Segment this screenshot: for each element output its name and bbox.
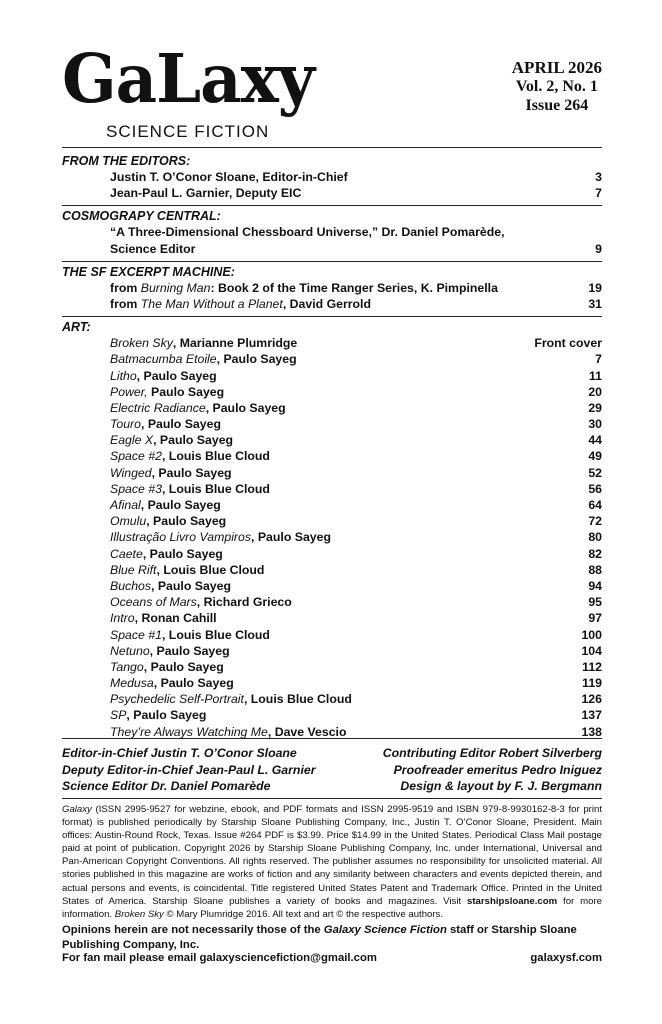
art-entry-page: 137 <box>581 708 602 723</box>
art-entry-text <box>110 643 230 659</box>
section-divider <box>62 312 602 317</box>
art-entry-text <box>110 384 224 400</box>
art-entry-page: 138 <box>581 724 602 739</box>
artist-name: , Paulo Sayeg <box>126 708 207 723</box>
artist-name: , Paulo Sayeg <box>149 643 230 658</box>
artwork-title: Oceans of Mars <box>110 595 197 610</box>
art-entry-text <box>110 594 292 610</box>
staff-line: Editor-in-Chief Justin T. O’Conor Sloane <box>62 746 297 760</box>
artwork-title: Power, <box>110 384 148 399</box>
artwork-title: Omulu <box>110 514 147 529</box>
entry-page: 31 <box>588 296 602 311</box>
art-entry-text <box>110 659 224 675</box>
artist-name: , Paulo Sayeg <box>153 676 234 691</box>
artist-name: , Paulo Sayeg <box>251 530 331 545</box>
toc-entry[interactable] <box>62 296 602 312</box>
art-entry-page: 88 <box>588 562 602 577</box>
art-entry-text <box>110 465 232 481</box>
artwork-title: Broken Sky <box>110 336 173 351</box>
section-heading: ART: <box>62 320 91 335</box>
art-entry[interactable] <box>62 691 602 707</box>
artwork-title: Tango <box>110 659 144 674</box>
staff-line: Deputy Editor-in-Chief Jean-Paul L. Garnier <box>62 762 316 777</box>
staff-line: Science Editor Dr. Daniel Pomarède <box>62 779 271 793</box>
artwork-title: Winged <box>110 465 152 480</box>
art-entry-text <box>110 707 206 723</box>
art-entry-page: 72 <box>588 514 602 529</box>
art-entry-page: 30 <box>588 417 602 432</box>
art-entry[interactable] <box>62 513 602 529</box>
artist-name: , Paulo Sayeg <box>151 578 231 593</box>
art-entry-page: 112 <box>582 659 602 674</box>
art-entry-text <box>110 610 217 626</box>
artist-name: , Paulo Sayeg <box>146 514 227 529</box>
art-entry[interactable] <box>62 448 602 464</box>
artist-name: , Paulo Sayeg <box>205 400 286 415</box>
artwork-title: Electric Radiance <box>110 400 206 415</box>
fan-mail-text[interactable]: For fan mail please email galaxysciencefiction@gmail.com <box>62 952 377 964</box>
artist-name: , Marianne Plumridge <box>172 336 298 351</box>
art-entry[interactable] <box>62 562 602 578</box>
issue-number: Issue 264 <box>525 97 589 114</box>
art-entry-page: 20 <box>588 384 602 399</box>
art-list <box>62 335 602 740</box>
art-entry-page: 64 <box>588 498 602 512</box>
art-entry[interactable] <box>62 627 602 643</box>
toc-entry[interactable] <box>62 169 602 185</box>
artwork-title: Litho <box>110 368 137 383</box>
art-entry-page: 94 <box>588 578 602 593</box>
art-entry[interactable] <box>62 400 602 416</box>
art-entry-text <box>110 335 297 351</box>
art-entry[interactable] <box>62 465 602 481</box>
art-entry-text <box>110 368 217 384</box>
art-entry-text <box>110 481 270 497</box>
art-entry-page: 100 <box>581 627 602 642</box>
section-divider <box>62 201 602 206</box>
artist-name: , Louis Blue Cloud <box>243 692 352 707</box>
section-divider <box>62 257 602 262</box>
art-entry[interactable] <box>62 481 602 497</box>
art-entry[interactable] <box>62 432 602 448</box>
artist-name: , Paulo Sayeg <box>153 433 234 448</box>
section-art <box>62 319 602 740</box>
artwork-title: Afinal <box>110 498 141 512</box>
artwork-title: Illustração Livro Vampiros <box>110 530 252 545</box>
art-entry-text <box>110 416 221 432</box>
art-entry-text <box>110 546 223 562</box>
artist-name: , Paulo Sayeg <box>142 546 223 561</box>
artwork-title: Space #2 <box>110 449 162 464</box>
art-entry[interactable] <box>62 497 602 513</box>
artist-name: Paulo Sayeg <box>147 384 225 399</box>
art-entry-text <box>110 691 352 707</box>
artist-name: , Paulo Sayeg <box>140 498 221 512</box>
website-link[interactable]: galaxysf.com <box>530 952 602 964</box>
artist-name: , Paulo Sayeg <box>151 465 232 480</box>
art-entry-page: 11 <box>589 368 602 383</box>
entry-text: “A Three-Dimensional Chessboard Universe,” Dr. Daniel Pomarède, <box>110 225 505 240</box>
art-entry[interactable] <box>62 675 602 691</box>
art-entry-page: 49 <box>588 449 602 464</box>
artwork-title: Psychedelic Self-Portrait <box>110 692 244 707</box>
art-entry-page: Front cover <box>534 336 602 351</box>
entry-text: from Burning Man: Book 2 of the Time Ranger Series, K. Pimpinella <box>110 280 498 295</box>
issue-info <box>512 58 602 115</box>
art-entry-page: 29 <box>588 400 602 415</box>
toc-entry[interactable] <box>62 241 602 257</box>
art-entry[interactable] <box>62 351 602 367</box>
art-entry-text <box>110 562 264 578</box>
publication-notice: Galaxy (ISSN 2995-9527 for webzine, ebook, and PDF formats and ISSN 2995-9519 and ISBN 979-8-9930162-8-3 for print format) is published periodically by Starship Sloane Publishing Company, Inc., Justin T. O’Conor Sloane, President. Main offices: Austin-Round Rock, Texas. Issue #264 PDF is $3.99. Price $14.99 in the United States. Periodical Class Mail postage paid at point of publication. Copyright 2026 by Starship Sloane Publishing Company, Inc. under International, Universal and Pan-American Copyright Conventions. All rights reserved. The publisher assumes no responsibility for unsolicited material. All stories published in this magazine are works of fiction and any similarity between characters and events depicted therein, and actual persons and events, is coincidental. Title registered United States Patent and Trademark Office. Printed in the United States of America. Starship Sloane publishes a variety of books and magazines. Visit starshipsloane.com for more information. Broken Sky © Mary Plumridge 2016. All text and art © the respective authors. <box>62 804 602 920</box>
artwork-title: Space #3 <box>110 481 162 496</box>
art-entry-page: 82 <box>588 546 602 561</box>
footer <box>62 952 602 964</box>
art-entry[interactable] <box>62 335 602 351</box>
art-entry-text <box>110 529 331 545</box>
entry-text: Science Editor <box>110 241 196 256</box>
art-entry-page: 7 <box>595 352 602 367</box>
artwork-title: Space #1 <box>110 627 162 642</box>
contents-bottom-divider <box>62 738 602 739</box>
galaxy-logo <box>62 40 332 148</box>
issue-date: APRIL 2026 <box>511 58 602 77</box>
entry-page: 3 <box>595 170 602 184</box>
art-entry[interactable] <box>62 610 602 626</box>
art-entry-text <box>110 400 286 416</box>
staff-left <box>62 745 316 795</box>
section-heading: COSMOGRAPY CENTRAL: <box>62 209 221 224</box>
art-entry-page: 52 <box>588 465 602 480</box>
table-of-contents <box>62 151 602 740</box>
artist-name: , Louis Blue Cloud <box>161 481 270 496</box>
entry-text: Jean-Paul L. Garnier, Deputy EIC <box>110 186 302 201</box>
artwork-title: Medusa <box>110 676 154 691</box>
artist-name: , Paulo Sayeg <box>216 352 297 367</box>
art-entry-page: 97 <box>588 611 602 626</box>
art-entry-text <box>110 351 297 367</box>
art-entry[interactable] <box>62 659 602 675</box>
art-entry[interactable] <box>62 416 602 432</box>
staff-line: Contributing Editor Robert Silverberg <box>382 746 602 760</box>
art-entry-page: 80 <box>588 530 602 545</box>
logo-subtitle: SCIENCE FICTION <box>106 122 270 141</box>
staff-divider <box>62 798 602 799</box>
section-sf-excerpt-machine <box>62 264 602 312</box>
opinion-disclaimer: Opinions herein are not necessarily those of the Galaxy Science Fiction staff or Starship Sloane Publishing Company, Inc. <box>62 924 577 951</box>
art-entry-text <box>110 627 270 643</box>
staff-line: Design & layout by F. J. Bergmann <box>400 779 602 793</box>
art-entry-page: 119 <box>582 676 602 691</box>
art-entry[interactable] <box>62 384 602 400</box>
artwork-title: SP <box>110 708 127 723</box>
art-entry-text <box>110 448 270 464</box>
section-cosmography-central <box>62 208 602 256</box>
entry-page: 7 <box>595 186 602 201</box>
art-entry[interactable] <box>62 594 602 610</box>
artwork-title: They’re Always Watching Me <box>110 724 268 739</box>
logo-wordmark: GaLaxy <box>62 40 314 119</box>
issue-volume: Vol. 2, No. 1 <box>515 78 598 95</box>
entry-text: Justin T. O’Conor Sloane, Editor-in-Chief <box>110 170 348 184</box>
artwork-title: Caete <box>110 546 143 561</box>
artist-name: , Paulo Sayeg <box>143 659 224 674</box>
entry-text: from The Man Without a Planet, David Gerrold <box>110 296 371 311</box>
art-entry-page: 95 <box>588 595 602 610</box>
artist-name: , Richard Grieco <box>196 595 292 610</box>
artwork-title: Netuno <box>110 643 150 658</box>
art-entry-page: 104 <box>581 643 602 658</box>
artist-name: , Dave Vescio <box>267 724 347 739</box>
top-divider <box>62 147 602 148</box>
artist-name: , Ronan Cahill <box>134 611 217 626</box>
publisher-link[interactable]: starshipsloane.com <box>467 895 558 907</box>
artwork-title: Batmacumba Etoile <box>110 352 217 367</box>
staff-line: Proofreader emeritus Pedro Iniguez <box>393 762 602 777</box>
art-entry-page: 56 <box>588 481 602 496</box>
art-entry-text <box>110 675 234 691</box>
toc-entry[interactable] <box>62 280 602 296</box>
artist-name: , Louis Blue Cloud <box>161 627 270 642</box>
artwork-title: Eagle X <box>110 433 154 448</box>
art-entry-text <box>110 432 233 448</box>
toc-entry[interactable] <box>62 185 602 201</box>
artist-name: , Paulo Sayeg <box>141 417 221 432</box>
art-entry[interactable] <box>62 643 602 659</box>
art-entry-page: 44 <box>588 433 602 448</box>
art-entry[interactable] <box>62 546 602 562</box>
entry-page: 9 <box>595 241 602 256</box>
artist-name: , Louis Blue Cloud <box>156 562 265 577</box>
staff-right <box>383 745 602 795</box>
artwork-title: Blue Rift <box>110 562 157 577</box>
art-entry[interactable] <box>62 707 602 723</box>
art-entry[interactable] <box>62 529 602 545</box>
art-entry-text <box>110 513 226 529</box>
section-heading: FROM THE EDITORS: <box>62 154 191 168</box>
section-from-the-editors <box>62 153 602 201</box>
artwork-title: Intro <box>110 611 135 626</box>
art-entry[interactable] <box>62 578 602 594</box>
art-entry-text <box>110 578 231 594</box>
section-heading: THE SF EXCERPT MACHINE: <box>62 264 235 279</box>
artwork-title: Touro <box>110 417 141 432</box>
artwork-title: Buchos <box>110 578 152 593</box>
artist-name: , Paulo Sayeg <box>136 368 217 383</box>
toc-entry[interactable] <box>62 224 602 240</box>
art-entry-page: 126 <box>581 692 602 707</box>
entry-page: 19 <box>588 280 602 295</box>
artist-name: , Louis Blue Cloud <box>161 449 270 464</box>
art-entry[interactable] <box>62 368 602 384</box>
art-entry-text <box>110 497 221 513</box>
